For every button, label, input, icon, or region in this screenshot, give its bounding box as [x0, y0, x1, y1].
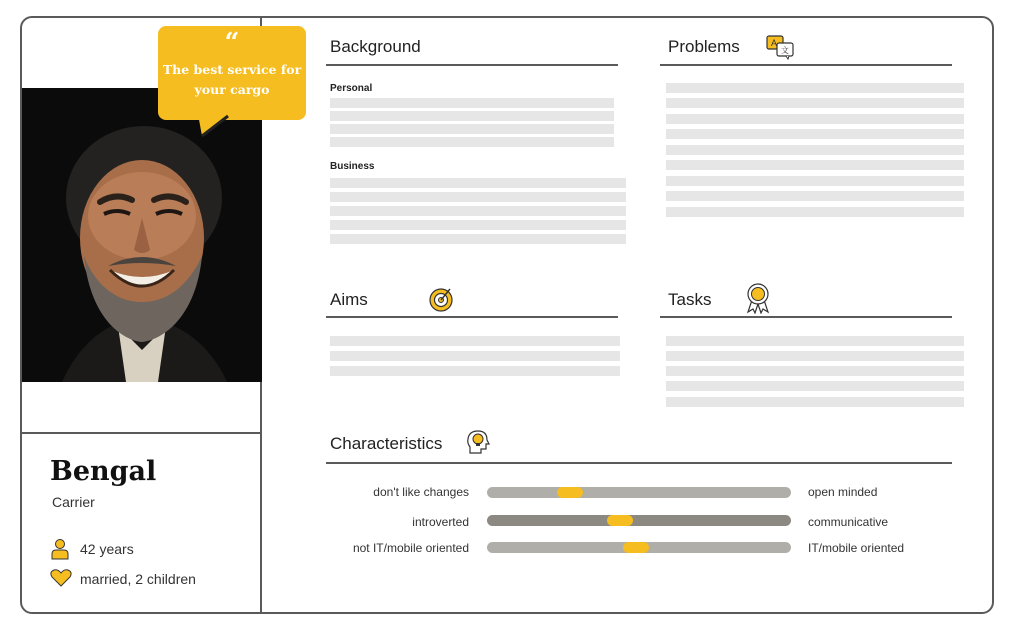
characteristics-title: Characteristics: [330, 434, 443, 453]
background-title: Background: [330, 37, 421, 56]
characteristic-left-label: introverted: [412, 515, 469, 529]
characteristic-slider-knob: [607, 515, 633, 526]
characteristic-left-label: not IT/mobile oriented: [352, 541, 469, 555]
persona-role: Carrier: [52, 494, 95, 510]
persona-age: 42 years: [80, 541, 134, 557]
family-row: [50, 568, 196, 590]
characteristics-rule: [326, 462, 952, 464]
quote-text-line2: your cargo: [194, 82, 270, 97]
svg-text:文: 文: [781, 46, 789, 55]
characteristic-right-label: communicative: [808, 515, 889, 529]
characteristic-slider-knob: [623, 542, 649, 553]
idea-head-icon: [466, 429, 490, 455]
age-row: [50, 538, 134, 560]
heart-icon: [50, 568, 70, 590]
aims-rule: [326, 316, 618, 318]
tasks-title: Tasks: [668, 290, 712, 309]
characteristic-left-label: don't like changes: [373, 485, 469, 499]
target-icon: [428, 286, 454, 312]
aims-title: Aims: [330, 290, 368, 309]
persona-family: married, 2 children: [80, 571, 196, 587]
person-icon: [50, 538, 70, 560]
business-label: Business: [330, 161, 375, 172]
characteristic-slider: [487, 487, 791, 498]
characteristic-slider: [487, 515, 791, 526]
quote-bubble: [158, 26, 306, 120]
background-rule: [326, 64, 618, 66]
characteristic-slider: [487, 542, 791, 553]
translate-icon: [766, 34, 796, 60]
quote-mark-icon: “: [224, 28, 240, 58]
quote-tail: [198, 114, 238, 138]
award-icon: [746, 282, 770, 314]
persona-card: [20, 16, 994, 614]
characteristic-slider-knob: [557, 487, 583, 498]
problems-rule: [660, 64, 952, 66]
problems-title: Problems: [668, 37, 740, 56]
svg-text:A: A: [771, 38, 778, 48]
quote-text-line1: The best service for: [162, 62, 302, 77]
personal-label: Personal: [330, 83, 373, 94]
characteristic-right-label: open minded: [808, 485, 878, 499]
persona-profile: [22, 432, 262, 614]
characteristic-right-label: IT/mobile oriented: [808, 541, 905, 555]
persona-name: Bengal: [50, 456, 157, 487]
tasks-rule: [660, 316, 952, 318]
